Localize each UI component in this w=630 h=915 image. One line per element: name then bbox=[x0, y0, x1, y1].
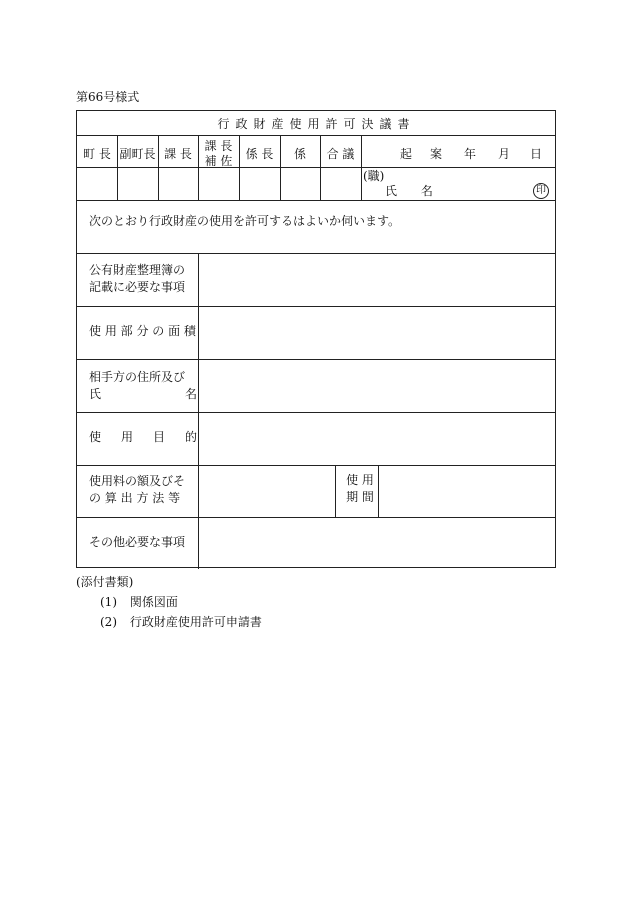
field-fee-line2: の 算 出 方 法 等 bbox=[89, 491, 181, 505]
approval-divider bbox=[280, 135, 281, 200]
field-property-register-line2: 記載に必要な事項 bbox=[89, 280, 186, 294]
approval-cell-consultation: 合 議 bbox=[326, 147, 355, 161]
approval-cell-assistant-chief-line2: 補 佐 bbox=[204, 154, 233, 168]
attachments-heading: (添付書類) bbox=[76, 575, 134, 589]
approval-cell-clerk: 係 bbox=[293, 147, 306, 161]
field-period-line1: 使 用 bbox=[346, 473, 374, 487]
attachment-item bbox=[76, 612, 262, 632]
proposal-label-2: 案 bbox=[430, 147, 443, 161]
proposal-month-label: 月 bbox=[498, 147, 511, 161]
field-purpose-char-2: 用 bbox=[120, 430, 133, 444]
approval-cell-assistant-chief bbox=[198, 139, 239, 169]
proposal-day-label: 日 bbox=[530, 147, 543, 161]
table-divider bbox=[77, 465, 555, 466]
field-other-label: その他必要な事項 bbox=[89, 535, 186, 549]
field-counterparty-line2-left: 氏 bbox=[89, 387, 102, 401]
approval-divider bbox=[320, 135, 321, 200]
field-purpose-line bbox=[89, 429, 197, 446]
proposal-label: 起 bbox=[400, 147, 413, 161]
decision-form bbox=[76, 110, 556, 568]
position-label: (職) bbox=[363, 169, 385, 183]
table-divider bbox=[77, 412, 555, 413]
attachment-number: (1) bbox=[100, 595, 117, 609]
field-divider bbox=[335, 465, 336, 517]
name-label: 氏 名 bbox=[385, 184, 443, 198]
field-property-register-label bbox=[89, 262, 185, 296]
table-divider bbox=[77, 200, 555, 201]
field-divider bbox=[198, 253, 199, 569]
field-period-line2: 期 間 bbox=[346, 490, 374, 504]
approval-divider bbox=[158, 135, 159, 200]
seal-mark: 印 bbox=[533, 183, 549, 199]
proposal-year-label: 年 bbox=[464, 147, 477, 161]
field-period-label bbox=[342, 472, 378, 506]
field-purpose-char-1: 使 bbox=[89, 430, 102, 444]
field-area-label: 使 用 部 分 の 面 積 bbox=[89, 324, 196, 338]
field-purpose-char-3: 目 bbox=[152, 430, 165, 444]
field-counterparty-label bbox=[89, 369, 197, 403]
form-title: 行政財産使用許可決議書 bbox=[217, 117, 416, 131]
table-divider bbox=[77, 306, 555, 307]
approval-request-statement: 次のとおり行政財産の使用を許可するはよいか伺います。 bbox=[89, 214, 401, 228]
field-property-register-line1: 公有財産整理簿の bbox=[89, 263, 186, 277]
attachment-number: (2) bbox=[100, 615, 117, 629]
field-divider bbox=[378, 465, 379, 517]
field-counterparty-line2-right: 名 bbox=[184, 387, 197, 401]
field-counterparty-line2 bbox=[89, 386, 197, 403]
approval-cell-chief-clerk: 係 長 bbox=[245, 147, 274, 161]
approval-cell-assistant-chief-line1: 課 長 bbox=[204, 139, 233, 153]
approval-cell-mayor: 町 長 bbox=[83, 147, 111, 161]
table-divider bbox=[77, 253, 555, 254]
approval-divider bbox=[117, 135, 118, 200]
field-fee-label bbox=[89, 473, 185, 507]
table-divider bbox=[77, 167, 555, 168]
table-divider bbox=[77, 359, 555, 360]
field-purpose-label bbox=[89, 429, 197, 446]
field-counterparty-line1: 相手方の住所及び bbox=[89, 370, 186, 384]
field-fee-line1: 使用料の額及びそ bbox=[89, 474, 186, 488]
attachments-section bbox=[76, 572, 262, 632]
attachment-label: 関係図面 bbox=[129, 595, 178, 609]
approval-divider bbox=[239, 135, 240, 200]
attachment-item bbox=[76, 592, 262, 612]
approval-cell-section-chief: 課 長 bbox=[164, 147, 192, 161]
table-divider bbox=[77, 135, 555, 136]
table-divider bbox=[77, 517, 555, 518]
approval-cell-deputy-mayor: 副町長 bbox=[119, 147, 156, 161]
approval-divider bbox=[361, 135, 362, 200]
field-purpose-char-4: 的 bbox=[184, 430, 197, 444]
attachment-label: 行政財産使用許可申請書 bbox=[129, 615, 262, 629]
form-number: 第66号様式 bbox=[76, 90, 140, 104]
